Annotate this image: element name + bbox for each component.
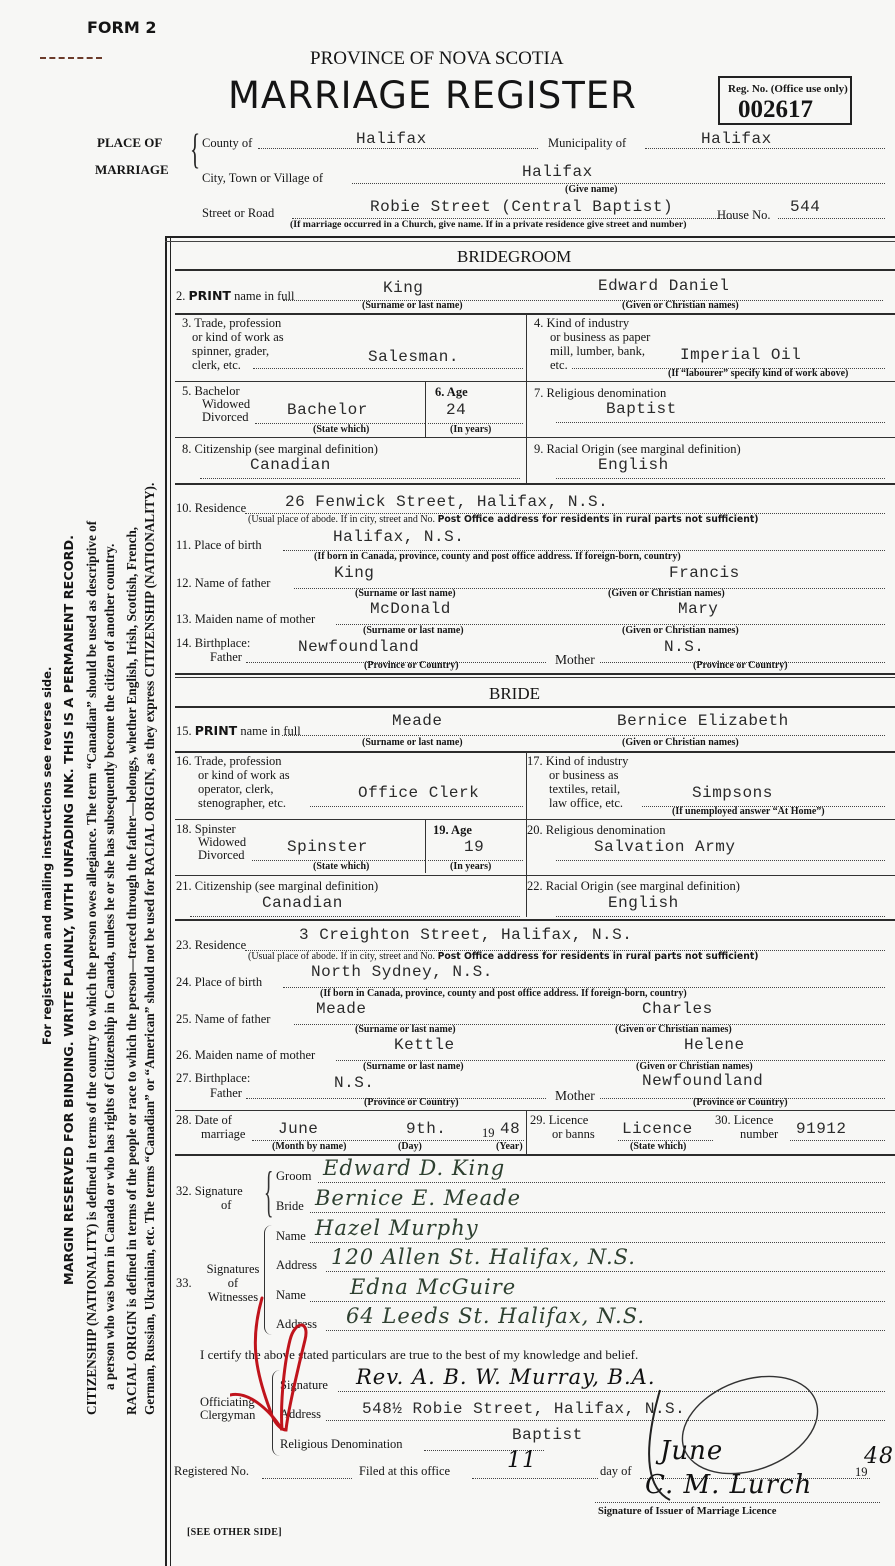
divider	[175, 1154, 895, 1156]
marriage-day: 9th.	[406, 1120, 447, 1138]
text-fragment: stenographer, etc.	[198, 796, 287, 810]
field-13-label: 13. Maiden name of mother	[176, 612, 316, 626]
witness1-name-field[interactable]	[310, 1216, 885, 1243]
house-no-value: 544	[790, 198, 821, 216]
witness1-name-label: Name	[276, 1229, 306, 1243]
groom-status: Bachelor	[287, 401, 368, 419]
county-value: Halifax	[356, 130, 427, 148]
field-6-label: 6. Age	[435, 385, 468, 399]
groom-racial-origin: English	[598, 456, 669, 474]
groom-birthplace-field[interactable]	[283, 528, 885, 551]
bride-father-field[interactable]	[294, 1000, 885, 1025]
registered-no-label: Registered No.	[174, 1464, 249, 1478]
hint-labourer: (If “labourer” specify kind of work above)	[668, 368, 849, 379]
field-10-label: 10. Residence	[176, 501, 247, 515]
divider	[175, 875, 895, 876]
place-label-2: MARRIAGE	[95, 162, 169, 177]
reg-number-label: Reg. No. (Office use only)	[728, 83, 848, 95]
filed-day: 11	[507, 1448, 537, 1473]
marriage-year-prefix: 19	[482, 1126, 495, 1140]
brace-icon: {	[190, 127, 201, 173]
field-18-label	[176, 823, 246, 862]
bride-heading: BRIDE	[489, 684, 540, 703]
groom-signature-label: Groom	[276, 1169, 312, 1183]
filed-year: 48	[864, 1444, 894, 1469]
reg-number-box	[718, 76, 852, 125]
text-fragment: spinner, grader,	[192, 344, 270, 358]
groom-surname: King	[383, 279, 424, 297]
bride-mother-surname: Kettle	[394, 1036, 455, 1054]
pen-stroke	[649, 1390, 670, 1500]
witness1-address-label: Address	[276, 1258, 317, 1272]
place-label-1: PLACE OF	[97, 135, 163, 150]
margin-instructions: For registration and mailing instructions see reverse side.	[40, 666, 54, 1045]
bride-status-field[interactable]	[252, 838, 425, 861]
bride-trade-field[interactable]	[310, 784, 523, 807]
field-28-label	[176, 1113, 245, 1141]
pen-loop	[669, 1370, 831, 1491]
groom-status-field[interactable]	[255, 401, 425, 424]
text-fragment: number	[740, 1127, 779, 1141]
margin-citizenship-def-2: a person who was born in Canada or who has rights of Citizenship in Canada, unless he or she has subsequently become the citizen of another country.	[102, 543, 117, 1390]
hint-given: (Given or Christian names)	[636, 1061, 753, 1072]
field-29-label	[530, 1113, 595, 1141]
red-check-mark-icon	[230, 1280, 350, 1450]
clergy-address: 548½ Robie Street, Halifax, N.S.	[362, 1400, 686, 1418]
bride-trade: Office Clerk	[358, 784, 480, 802]
text-fragment: 29. Licence	[530, 1113, 589, 1127]
marriage-month: June	[278, 1120, 319, 1138]
text-fragment: mill, lumber, bank,	[550, 344, 645, 358]
field-27-label: 27. Birthplace:	[176, 1071, 251, 1085]
text-fragment: 15.	[176, 724, 192, 738]
bride-surname: Meade	[392, 712, 443, 730]
groom-mother-birthplace: N.S.	[664, 638, 705, 656]
hint-in-years: (In years)	[450, 861, 492, 872]
hint-given: (Given or Christian names)	[622, 300, 739, 311]
witness2-name: Edna McGuire	[350, 1275, 517, 1299]
margin-citizenship-def-1: CITIZENSHIP (NATIONALITY) is defined in terms of the country to which the person owes allegiance. The term “Canadian” should be used as descriptive of	[84, 520, 99, 1415]
groom-father-field[interactable]	[294, 564, 885, 589]
divider	[175, 673, 895, 675]
text-fragment: textiles, retail,	[549, 782, 621, 796]
text-fragment: Widowed	[202, 397, 251, 411]
ink-mark	[40, 57, 102, 62]
city-value: Halifax	[522, 163, 593, 181]
column-divider	[526, 1110, 527, 1154]
field-22-label: 22. Racial Origin (see marginal definition)	[527, 879, 740, 893]
bride-age-field[interactable]	[428, 838, 523, 861]
municipality-label: Municipality of	[548, 136, 627, 150]
see-other-side-note: [SEE OTHER SIDE]	[187, 1527, 282, 1538]
clergy-address-label: Address	[280, 1407, 321, 1421]
field-23-label: 23. Residence	[176, 938, 247, 952]
reg-number: 002617	[738, 96, 813, 123]
groom-name-field[interactable]	[283, 277, 883, 301]
bride-residence-field[interactable]	[245, 926, 885, 951]
bride-racial-origin-field[interactable]	[556, 894, 885, 917]
text-fragment: Divorced	[198, 848, 245, 862]
groom-trade: Salesman.	[368, 348, 459, 366]
mother-label: Mother	[555, 1088, 595, 1103]
registered-no-field[interactable]	[262, 1466, 352, 1479]
hint-unemployed: (If unemployed answer “At Home”)	[672, 806, 825, 817]
bride-citizenship: Canadian	[262, 894, 343, 912]
bride-age: 19	[464, 838, 485, 856]
street-field[interactable]	[292, 198, 732, 219]
groom-racial-origin-field[interactable]	[556, 456, 885, 479]
form-number: FORM 2	[87, 18, 157, 37]
witness1-name: Hazel Murphy	[315, 1216, 479, 1240]
filed-day-field[interactable]	[472, 1448, 598, 1479]
groom-mother-surname: McDonald	[370, 600, 451, 618]
house-no-label: House No.	[717, 208, 771, 222]
text-fragment: name in full	[240, 724, 301, 738]
divider	[175, 269, 895, 271]
field-2-label	[176, 288, 294, 304]
bride-industry: Simpsons	[692, 784, 773, 802]
text-fragment: operator, clerk,	[198, 782, 274, 796]
text-fragment: Post Office address for residents in rural parts not sufficient)	[437, 951, 759, 962]
bride-father-given: Charles	[642, 1000, 713, 1018]
street-label: Street or Road	[202, 206, 275, 220]
filed-label: Filed at this office	[359, 1464, 451, 1478]
hint-surname: (Surname or last name)	[363, 1061, 464, 1072]
witness2-address-label: Address	[276, 1317, 317, 1331]
witness1-address-field[interactable]	[326, 1245, 885, 1272]
filed-year-prefix: 19	[855, 1465, 868, 1479]
hint-surname: (Surname or last name)	[362, 300, 463, 311]
hint-given: (Given or Christian names)	[615, 1024, 732, 1035]
bride-father-surname: Meade	[316, 1000, 367, 1018]
text-fragment: name in full	[234, 289, 295, 303]
groom-mother-field[interactable]	[336, 600, 885, 625]
groom-industry: Imperial Oil	[680, 346, 802, 364]
hint-residence	[248, 514, 759, 525]
licence-number-field[interactable]	[790, 1120, 885, 1141]
text-fragment: 3. Trade, profession	[182, 316, 282, 330]
bride-given-names: Bernice Elizabeth	[617, 712, 789, 730]
province-heading: PROVINCE OF NOVA SCOTIA	[310, 48, 564, 69]
licence-or-banns: Licence	[622, 1120, 693, 1138]
text-fragment: law office, etc.	[549, 796, 624, 810]
groom-given-names: Edward Daniel	[598, 277, 730, 295]
text-fragment: 32. Signature	[176, 1184, 243, 1198]
field-33-number: 33.	[176, 1276, 192, 1290]
groom-father-surname: King	[334, 564, 375, 582]
county-label: County of	[202, 136, 253, 150]
text-fragment: 5. Bachelor	[182, 384, 240, 398]
text-fragment: (Usual place of abode. If in city, street and No.	[248, 951, 436, 962]
form-top-border	[165, 236, 895, 242]
witness2-name-field[interactable]	[310, 1275, 885, 1302]
groom-trade-field[interactable]	[253, 348, 523, 369]
issuer-pen-loops-icon	[640, 1370, 840, 1530]
column-divider	[425, 382, 426, 437]
marriage-year: 48	[500, 1120, 521, 1138]
field-21-label: 21. Citizenship (see marginal definition)	[176, 879, 379, 893]
groom-father-given: Francis	[669, 564, 740, 582]
bride-racial-origin: English	[608, 894, 679, 912]
text-fragment: clerk, etc.	[192, 358, 241, 372]
red-mark-path	[230, 1298, 306, 1430]
hint-birth: (If born in Canada, province, county and post office address. If foreign-born, country)	[320, 988, 687, 999]
city-hint: (Give name)	[565, 184, 618, 195]
licence-number: 91912	[796, 1120, 847, 1138]
text-fragment: Signatures	[206, 1262, 260, 1276]
hint-province-country: (Province or Country)	[693, 1097, 788, 1108]
bride-name-field[interactable]	[282, 712, 885, 736]
text-fragment: 30. Licence	[715, 1113, 774, 1127]
clergy-signature-label: Signature	[280, 1378, 328, 1392]
clergy-signature: Rev. A. B. W. Murray, B.A.	[356, 1365, 656, 1389]
witness2-name-label: Name	[276, 1288, 306, 1302]
father-label: Father	[210, 650, 242, 664]
hint-state-which: (State which)	[630, 1141, 687, 1152]
marriage-date-field[interactable]	[252, 1120, 524, 1141]
divider	[175, 919, 895, 921]
text-fragment: etc.	[550, 358, 568, 372]
bride-signature-field[interactable]	[310, 1186, 885, 1213]
hint-given: (Given or Christian names)	[622, 737, 739, 748]
field-11-label: 11. Place of birth	[176, 538, 262, 552]
hint-month: (Month by name)	[272, 1141, 347, 1152]
field-16-label	[176, 754, 290, 810]
text-fragment: PRINT	[194, 723, 238, 738]
municipality-field[interactable]	[645, 130, 885, 149]
field-5-label	[182, 385, 250, 424]
brace-icon: {	[264, 1161, 274, 1223]
hint-surname: (Surname or last name)	[363, 625, 464, 636]
bride-father-birthplace: N.S.	[334, 1074, 375, 1092]
divider	[175, 483, 895, 485]
text-fragment: or business as	[549, 768, 619, 782]
field-19-label: 19. Age	[433, 823, 472, 837]
text-fragment: 28. Date of	[176, 1113, 232, 1127]
groom-birthplace: Halifax, N.S.	[333, 528, 465, 546]
hint-residence	[248, 951, 759, 962]
hint-surname: (Surname or last name)	[355, 588, 456, 599]
text-fragment: or kind of work as	[198, 768, 290, 782]
father-label: Father	[210, 1086, 242, 1100]
issuer-signature: C. M. Lurch	[645, 1470, 813, 1500]
divider	[175, 1110, 895, 1111]
groom-residence-field[interactable]	[245, 493, 885, 514]
text-fragment: Divorced	[202, 410, 249, 424]
form-left-border	[165, 237, 171, 1566]
city-field[interactable]	[352, 163, 885, 184]
text-fragment: 16. Trade, profession	[176, 754, 282, 768]
text-fragment: Officiating	[200, 1395, 255, 1409]
bride-signature-label: Bride	[276, 1199, 304, 1213]
text-fragment: of	[221, 1198, 232, 1212]
field-12-label: 12. Name of father	[176, 576, 271, 590]
text-fragment: 2.	[176, 289, 186, 303]
groom-signature-field[interactable]	[318, 1156, 885, 1183]
hint-birth: (If born in Canada, province, county and post office address. If foreign-born, country)	[314, 551, 681, 562]
bride-mother-given: Helene	[684, 1036, 745, 1054]
field-17-label	[527, 754, 628, 810]
groom-citizenship: Canadian	[250, 456, 331, 474]
margin-binding-notice: MARGIN RESERVED FOR BINDING. WRITE PLAINLY, WITH UNFADING INK. THIS IS A PERMANENT RECORD.	[62, 535, 77, 1285]
county-field[interactable]	[258, 130, 538, 149]
witness2-address-field[interactable]	[326, 1304, 885, 1331]
divider	[175, 706, 895, 708]
text-fragment: Post Office address for residents in rural parts not sufficient)	[437, 514, 759, 525]
groom-age: 24	[446, 401, 467, 419]
groom-signature: Edward D. King	[323, 1156, 506, 1180]
witness2-address: 64 Leeds St. Halifax, N.S.	[346, 1304, 646, 1328]
bride-religion: Salvation Army	[594, 838, 736, 856]
divider	[175, 437, 895, 438]
text-fragment: PRINT	[188, 288, 231, 303]
field-30-label	[715, 1113, 778, 1141]
field-24-label: 24. Place of birth	[176, 975, 263, 989]
hint-in-years: (In years)	[450, 424, 492, 435]
text-fragment: (Usual place of abode. If in city, street and No.	[248, 514, 436, 525]
house-no-field[interactable]	[778, 198, 885, 219]
divider	[175, 381, 895, 382]
column-divider	[526, 314, 527, 484]
text-fragment: marriage	[201, 1127, 246, 1141]
hint-year: (Year)	[496, 1141, 523, 1152]
text-fragment: or kind of work as	[192, 330, 284, 344]
page-title: MARRIAGE REGISTER	[228, 74, 637, 117]
street-hint: (If marriage occurred in a Church, give name. If in a private residence give street and number)	[290, 219, 687, 230]
column-divider	[425, 820, 426, 873]
text-fragment: or business as paper	[550, 330, 651, 344]
text-fragment: Widowed	[198, 835, 247, 849]
divider	[175, 677, 895, 678]
hint-state-which: (State which)	[313, 424, 370, 435]
groom-religion-field[interactable]	[556, 400, 885, 423]
divider	[175, 313, 895, 315]
bride-religion-field[interactable]	[556, 838, 885, 861]
field-9-label: 9. Racial Origin (see marginal definition)	[534, 442, 741, 456]
text-fragment: of	[227, 1276, 239, 1290]
hint-province-country: (Province or Country)	[364, 660, 459, 671]
bride-mother-field[interactable]	[336, 1036, 885, 1061]
text-fragment: 4. Kind of industry	[534, 316, 630, 330]
hint-given: (Given or Christian names)	[622, 625, 739, 636]
groom-age-field[interactable]	[428, 401, 523, 424]
bride-citizenship-field[interactable]	[190, 894, 520, 917]
text-fragment: 17. Kind of industry	[527, 754, 629, 768]
bride-signature: Bernice E. Meade	[315, 1186, 522, 1210]
bride-birthplace: North Sydney, N.S.	[311, 963, 493, 981]
field-7-label: 7. Religious denomination	[534, 386, 667, 400]
issuer-signature-label: Signature of Issuer of Marriage Licence	[598, 1506, 777, 1517]
bride-mother-birthplace: Newfoundland	[642, 1072, 764, 1090]
groom-father-birthplace: Newfoundland	[298, 638, 420, 656]
clergy-denomination: Baptist	[512, 1426, 583, 1444]
certification-statement: I certify the above stated particulars are true to the best of my knowledge and belief.	[200, 1347, 639, 1362]
filed-month: June	[660, 1436, 724, 1466]
groom-residence: 26 Fenwick Street, Halifax, N.S.	[285, 493, 609, 511]
witness1-address: 120 Allen St. Halifax, N.S.	[331, 1245, 636, 1269]
bride-residence: 3 Creighton Street, Halifax, N.S.	[299, 926, 633, 944]
bride-status: Spinster	[287, 838, 368, 856]
field-20-label: 20. Religious denomination	[527, 823, 666, 837]
text-fragment: Clergyman	[200, 1408, 256, 1422]
bride-birthplace-field[interactable]	[283, 963, 885, 988]
city-label: City, Town or Village of	[202, 171, 324, 185]
hint-province-country: (Province or Country)	[364, 1097, 459, 1108]
groom-mother-given: Mary	[678, 600, 719, 618]
field-26-label: 26. Maiden name of mother	[176, 1048, 316, 1062]
text-fragment: 18. Spinster	[176, 822, 236, 836]
clergy-denomination-label: Religious Denomination	[280, 1437, 403, 1451]
day-of-label: day of	[600, 1464, 632, 1478]
groom-citizenship-field[interactable]	[200, 456, 520, 479]
margin-racial-def-1: RACIAL ORIGIN is defined in terms of the people or race to which the person—traced through the father—belongs, whether English, Irish, Scottish, French,	[124, 526, 139, 1415]
hint-province-country: (Province or Country)	[693, 660, 788, 671]
mother-label: Mother	[555, 652, 595, 667]
divider	[175, 819, 895, 820]
municipality-value: Halifax	[701, 130, 772, 148]
hint-given: (Given or Christian names)	[608, 588, 725, 599]
margin-racial-def-2: German, Russian, Ukrainian, etc. The terms “Canadian” or “American” should not be used for RACIAL ORIGIN, as they express CITIZENSHIP (NATIONALITY).	[142, 482, 157, 1415]
hint-state-which: (State which)	[313, 861, 370, 872]
field-14-label: 14. Birthplace:	[176, 636, 251, 650]
text-fragment: Witnesses	[207, 1290, 259, 1304]
field-8-label: 8. Citizenship (see marginal definition)	[182, 442, 378, 456]
groom-heading: BRIDEGROOM	[457, 247, 572, 266]
text-fragment: or banns	[552, 1127, 595, 1141]
hint-day: (Day)	[398, 1141, 422, 1152]
hint-surname: (Surname or last name)	[362, 737, 463, 748]
street-value: Robie Street (Central Baptist)	[370, 198, 674, 216]
field-25-label: 25. Name of father	[176, 1012, 271, 1026]
groom-religion: Baptist	[606, 400, 677, 418]
licence-or-banns-field[interactable]	[618, 1120, 713, 1141]
hint-surname: (Surname or last name)	[355, 1024, 456, 1035]
field-32-label	[176, 1184, 243, 1212]
divider	[175, 751, 895, 753]
